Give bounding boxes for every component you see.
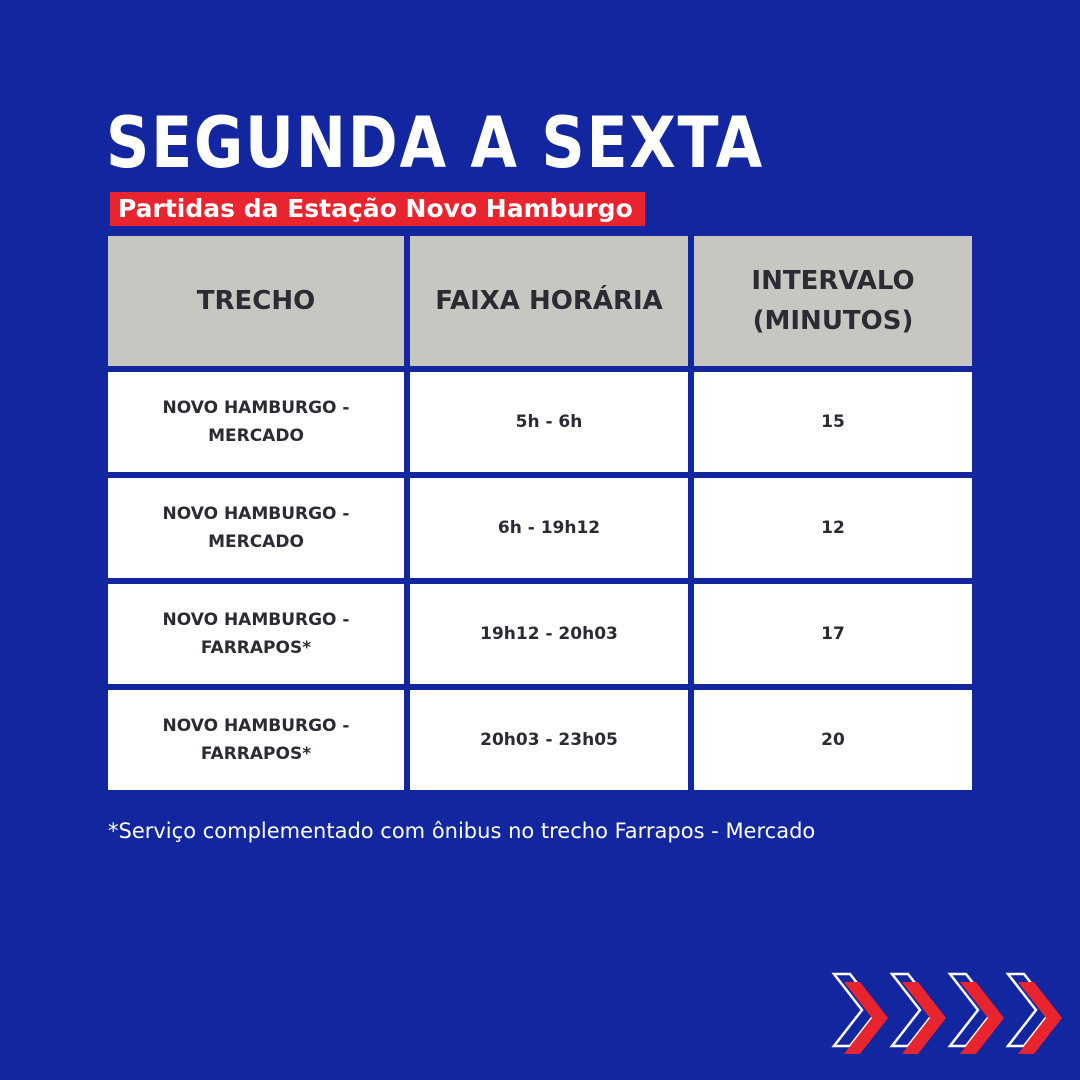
cell-text: 12 xyxy=(821,518,845,538)
table-cell-faixa xyxy=(410,584,688,684)
chevron-right-icon xyxy=(892,974,946,1054)
column-header-label: TRECHO xyxy=(196,286,316,316)
cell-text: NOVO HAMBURGO - FARRAPOS* xyxy=(162,716,350,764)
cell-text: 15 xyxy=(821,412,845,432)
column-header-faixa-horaria xyxy=(410,236,688,366)
table-cell-trecho xyxy=(108,372,404,472)
page-title: SEGUNDA A SEXTA xyxy=(106,102,764,184)
cell-text: 19h12 - 20h03 xyxy=(480,624,618,644)
cell-text: 20h03 - 23h05 xyxy=(480,730,618,750)
column-header-label: INTERVALO (MINUTOS) xyxy=(751,266,915,336)
chevron-right-icon xyxy=(950,974,1004,1054)
chevron-right-icon xyxy=(1008,974,1062,1054)
chevron-right-icon xyxy=(834,974,888,1054)
footnote: *Serviço complementado com ônibus no trecho Farrapos - Mercado xyxy=(108,819,816,843)
table-cell-faixa xyxy=(410,478,688,578)
table-cell-intervalo xyxy=(694,478,972,578)
cell-text: 6h - 19h12 xyxy=(497,518,601,538)
column-header-label: FAIXA HORÁRIA xyxy=(435,286,663,316)
cell-text: NOVO HAMBURGO - MERCADO xyxy=(162,398,350,446)
subtitle-badge: Partidas da Estação Novo Hamburgo xyxy=(110,192,645,226)
cell-text: NOVO HAMBURGO - FARRAPOS* xyxy=(162,610,350,658)
schedule-table xyxy=(108,236,972,790)
table-cell-trecho xyxy=(108,690,404,790)
table-cell-trecho xyxy=(108,478,404,578)
cell-text: 20 xyxy=(821,730,845,750)
column-header-intervalo xyxy=(694,236,972,366)
cell-text: 5h - 6h xyxy=(515,412,583,432)
table-cell-faixa xyxy=(410,690,688,790)
cell-text: 17 xyxy=(821,624,845,644)
table-cell-intervalo xyxy=(694,690,972,790)
cell-text: NOVO HAMBURGO - MERCADO xyxy=(162,504,350,552)
table-cell-intervalo xyxy=(694,584,972,684)
decorative-chevrons xyxy=(830,968,1070,1058)
table-cell-trecho xyxy=(108,584,404,684)
table-cell-intervalo xyxy=(694,372,972,472)
column-header-trecho xyxy=(108,236,404,366)
table-cell-faixa xyxy=(410,372,688,472)
